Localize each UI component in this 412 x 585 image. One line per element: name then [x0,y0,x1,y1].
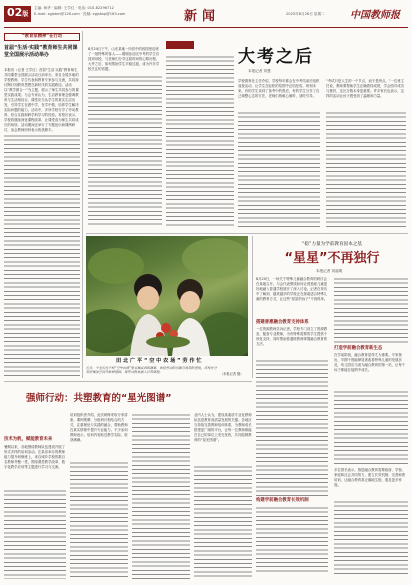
right-lower-headline: “星星”不再独行 [284,251,380,266]
bottom-body-a-rest [4,489,66,579]
bottom-body-col3 [132,413,190,579]
right-lower-body-b-rest [256,359,328,574]
page-label: 版 [22,11,29,18]
right-lower-subhead-1: 搭建普惠融合教育支持体系 [256,320,309,325]
photo-caption [86,358,248,378]
bottom-story [4,383,252,581]
photo-credit: （本报记者 摄） [220,372,244,376]
main-body-col4: “考试只是人生的一个节点，而不是终点。”一位班主任说，教师要帮助学生正确看待成绩，学会面对成功与挫折，这比分数本身更重要。许多家长也表示，这样的活动让孩子感受到了温暖和力量。 [326,79,405,98]
right-lower-body-c: 在学前阶段，融合教育显得尤为重要。专家指出，早期干预能够显著改善特殊儿童的发展状况，幼儿园应当成为融合教育的第一站，让每个孩子都能在接纳中成长。 [334,353,406,372]
right-lower-body-col2 [334,277,408,343]
right-lower-body-a: 8月20日，一场关于特殊儿童融合教育的研讨会在某地召开。与会代表围绕如何让孤独症儿童更好地融入普通学校展开了深入讨论。记者在采访中了解到，越来越多的学校正在探索适合特殊儿童的教育方式，让这些“星星的孩子”不再孤单。 [256,277,328,301]
bottom-story-top-rule [4,381,252,382]
main-body-col1: 8月24日下午，山东某地一所初中的校园里迎来了一批特殊的客人——刚刚参加完中考的学生们回到母校，与老师们分享这段时间的心路历程。大考之后，如何帮助学生平稳过渡，成为许多学校关注的话题。 [88,47,160,71]
right-lower-body-c-rest [334,390,408,464]
main-body-col3-rest [238,111,320,227]
left-kicker: “教育家精神”在行动 [4,33,80,41]
section-title: 新闻 [184,9,221,24]
bottom-body-b: 培训组织者介绍，此次研修采取专家讲座、课例观摩、分组研讨相结合的方式，注重理论与实践的融合，帮助教师在真实情境中提升专业能力。不少参训教师表示，培训内容贴近教学实际，收获满满。 [70,413,128,442]
left-column [4,31,80,378]
email-line: E-mail: zgjsbm@126.com · 投稿: zgjsbsp@163.com [34,12,126,16]
main-body-col2 [166,55,234,227]
main-body-col1-rest [88,75,162,227]
right-lower-subhead-2: 打造学前融合教育新生态 [334,346,383,351]
issue-date: 2025年8月26日 星期二 [286,12,325,16]
editor-line: 主编: 柯华 · 编辑: 王学红 · 电话: 010-82296712 [34,6,114,10]
main-byline: 本报记者 刘慧 [248,69,271,73]
photo-caption-title: 田 北 广 平 “ 空 中 农 场 ” 劳 作 忙 [116,358,202,364]
right-lower-subhead-3: 构建学前融合教育长效机制 [256,498,330,504]
bottom-body-c-rest [194,465,252,579]
left-headline: 首届“生活·实践”教育师生共同课堂全国展示活动举办 [4,45,78,58]
page-no: 02 [7,6,23,19]
left-body: 本报讯（记者 王学红）首届“生活·实践”教育师生共同课堂全国展示活动日前举办，来自全国多地的学校教师、学生代表和教育专家参与交流，共同探讨陶行知教育思想在新时代的实践路径。活动以“教学做合一”为主题，展示了师生共同参与的课堂实践成果。与会专家认为，生活教育理念强调教育与生活相结合，课堂应当从学生的真实生活出发，引导学生在做中学、在学中做，培养学生解决实际问题的能力。活动中，多所学校分享了劳动教育、综合实践和跨学科学习的经验。有校长表示，学校将继续深化课程改革，让课堂成为师生共同成长的场所。活动期间还举行了专题论坛和课例研讨，参会教师纷纷表示收获颇丰。 [4,68,79,132]
right-lower-story [256,236,408,578]
right-lower-byline: 本报记者 刘福明 [316,269,343,273]
bottom-body-a: 暑期以来，各地围绕教师队伍建设开展了形式多样的培训活动。在某省举办的教师能力提升研修班上，来自城乡学校的数百名教师齐聚一堂，围绕课堂教学改革、数字化教学应用等主题进行学习与交流。 [4,445,66,469]
masthead [0,0,412,30]
right-lower-divider [252,236,253,378]
story-tag [166,41,194,49]
masthead-rule [4,27,408,28]
bottom-headline: 强师行动：共塑教育的“星光图谱” [26,393,172,404]
right-lower-kicker: “稳”力量为学前教育固本之基 [302,242,362,247]
left-body-continued [4,134,80,376]
main-story [86,31,408,231]
news-photo [86,236,248,356]
paper-name: 中国教师报 [350,10,400,21]
main-body-col3: 学校德育处主任介绍，学校每年都会在中考结束后组织返校活动，让学生在轻松的氛围中总结经验、规划未来。有的学生谈到了备考中的焦虑，有的学生分享了自己调整心态的方法，老师们则耐心倾听、适时引导。 [238,79,320,98]
right-lower-body-d-rest [334,500,408,574]
page-number [4,6,31,22]
left-column-divider [82,31,83,378]
photo-caption-text: 近日，学生们在学校“空中农场”里采摘成熟的蔬果，体验劳动的乐趣与收获的喜悦。该校充分利用楼顶空间开辟种植园，将劳动教育融入日常课程。 [86,366,217,375]
main-body-col4-rest [326,111,406,227]
photo-illustration [86,236,248,356]
bottom-body-c: 业内人士认为，建设高素质专业化教师队伍是教育高质量发展的关键。各地应当持续完善教师培训体系，为教师成长搭建更广阔的平台，让每一位教师都能在自己的岗位上发光发热，共同绘制教育的“星光图谱”。 [194,413,252,442]
main-headline: 大考之后 [238,47,314,67]
right-lower-body-b: 一位资源教师告诉记者，学校专门设立了资源教室，配备专业教师，为有特殊需要的学生提供个别化支持，同时帮助普通班教师掌握融合教育的方法。 [256,327,328,346]
right-lower-body-d: 多位园长表示，推进融合教育需要政府、学校、家庭和社会共同努力，建立长效机制，完善师资培训，让融合教育真正落地生根，惠及更多家庭。 [334,468,406,487]
main-story-bottom-rule [86,233,408,234]
bottom-body-b-rest [70,461,128,579]
bottom-subhead: 技术为帆，赋能教育未来 [4,437,53,442]
